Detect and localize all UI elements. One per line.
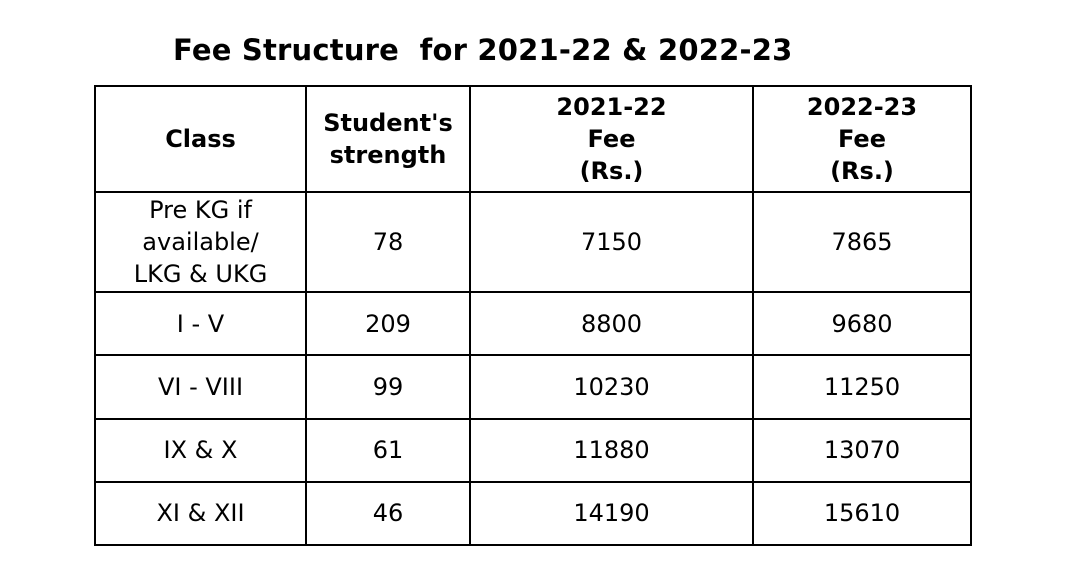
fee-2022-23-cell: 9680 xyxy=(753,292,971,355)
document-title: Fee Structure for 2021-22 & 2022-23 xyxy=(173,33,793,67)
fee-2021-22-cell: 8800 xyxy=(470,292,753,355)
fee-2022-23-cell: 15610 xyxy=(753,482,971,545)
header-class-line: Class xyxy=(165,125,236,153)
header-strength-line-2: strength xyxy=(329,141,447,169)
fee-2021-22-cell: 10230 xyxy=(470,355,753,418)
strength-cell: 78 xyxy=(306,192,470,292)
class-cell: IX & X xyxy=(95,419,306,482)
table-row xyxy=(95,419,971,482)
header-fee-2022-23-line-3: (Rs.) xyxy=(830,157,894,185)
header-student-strength xyxy=(306,86,470,192)
strength-cell: 209 xyxy=(306,292,470,355)
header-fee-2021-22 xyxy=(470,86,753,192)
fee-2021-22-cell: 14190 xyxy=(470,482,753,545)
fee-2021-22-cell: 11880 xyxy=(470,419,753,482)
class-cell-line-1: Pre KG if xyxy=(149,196,252,225)
header-fee-2022-23 xyxy=(753,86,971,192)
header-strength-line-1: Student's xyxy=(323,109,453,137)
header-class xyxy=(95,86,306,192)
header-fee-2022-23-line-2: Fee xyxy=(838,125,886,153)
class-cell xyxy=(95,192,306,292)
header-fee-2021-22-line-1: 2021-22 xyxy=(556,93,667,121)
strength-cell: 46 xyxy=(306,482,470,545)
table-header-row xyxy=(95,86,971,192)
table-row xyxy=(95,482,971,545)
class-cell: XI & XII xyxy=(95,482,306,545)
class-cell: I - V xyxy=(95,292,306,355)
class-cell-line-3: LKG & UKG xyxy=(133,260,268,289)
fee-2022-23-cell: 13070 xyxy=(753,419,971,482)
fee-2021-22-cell: 7150 xyxy=(470,192,753,292)
header-fee-2021-22-line-2: Fee xyxy=(587,125,636,153)
fee-2022-23-cell: 7865 xyxy=(753,192,971,292)
class-cell-line-2: available/ xyxy=(142,228,259,257)
header-fee-2021-22-line-3: (Rs.) xyxy=(579,157,644,185)
table-row xyxy=(95,292,971,355)
table-row xyxy=(95,192,971,292)
strength-cell: 61 xyxy=(306,419,470,482)
strength-cell: 99 xyxy=(306,355,470,418)
header-fee-2022-23-line-1: 2022-23 xyxy=(806,93,918,121)
fee-2022-23-cell: 11250 xyxy=(753,355,971,418)
class-cell: VI - VIII xyxy=(95,355,306,418)
table-row xyxy=(95,355,971,418)
fee-structure-table xyxy=(94,85,972,546)
